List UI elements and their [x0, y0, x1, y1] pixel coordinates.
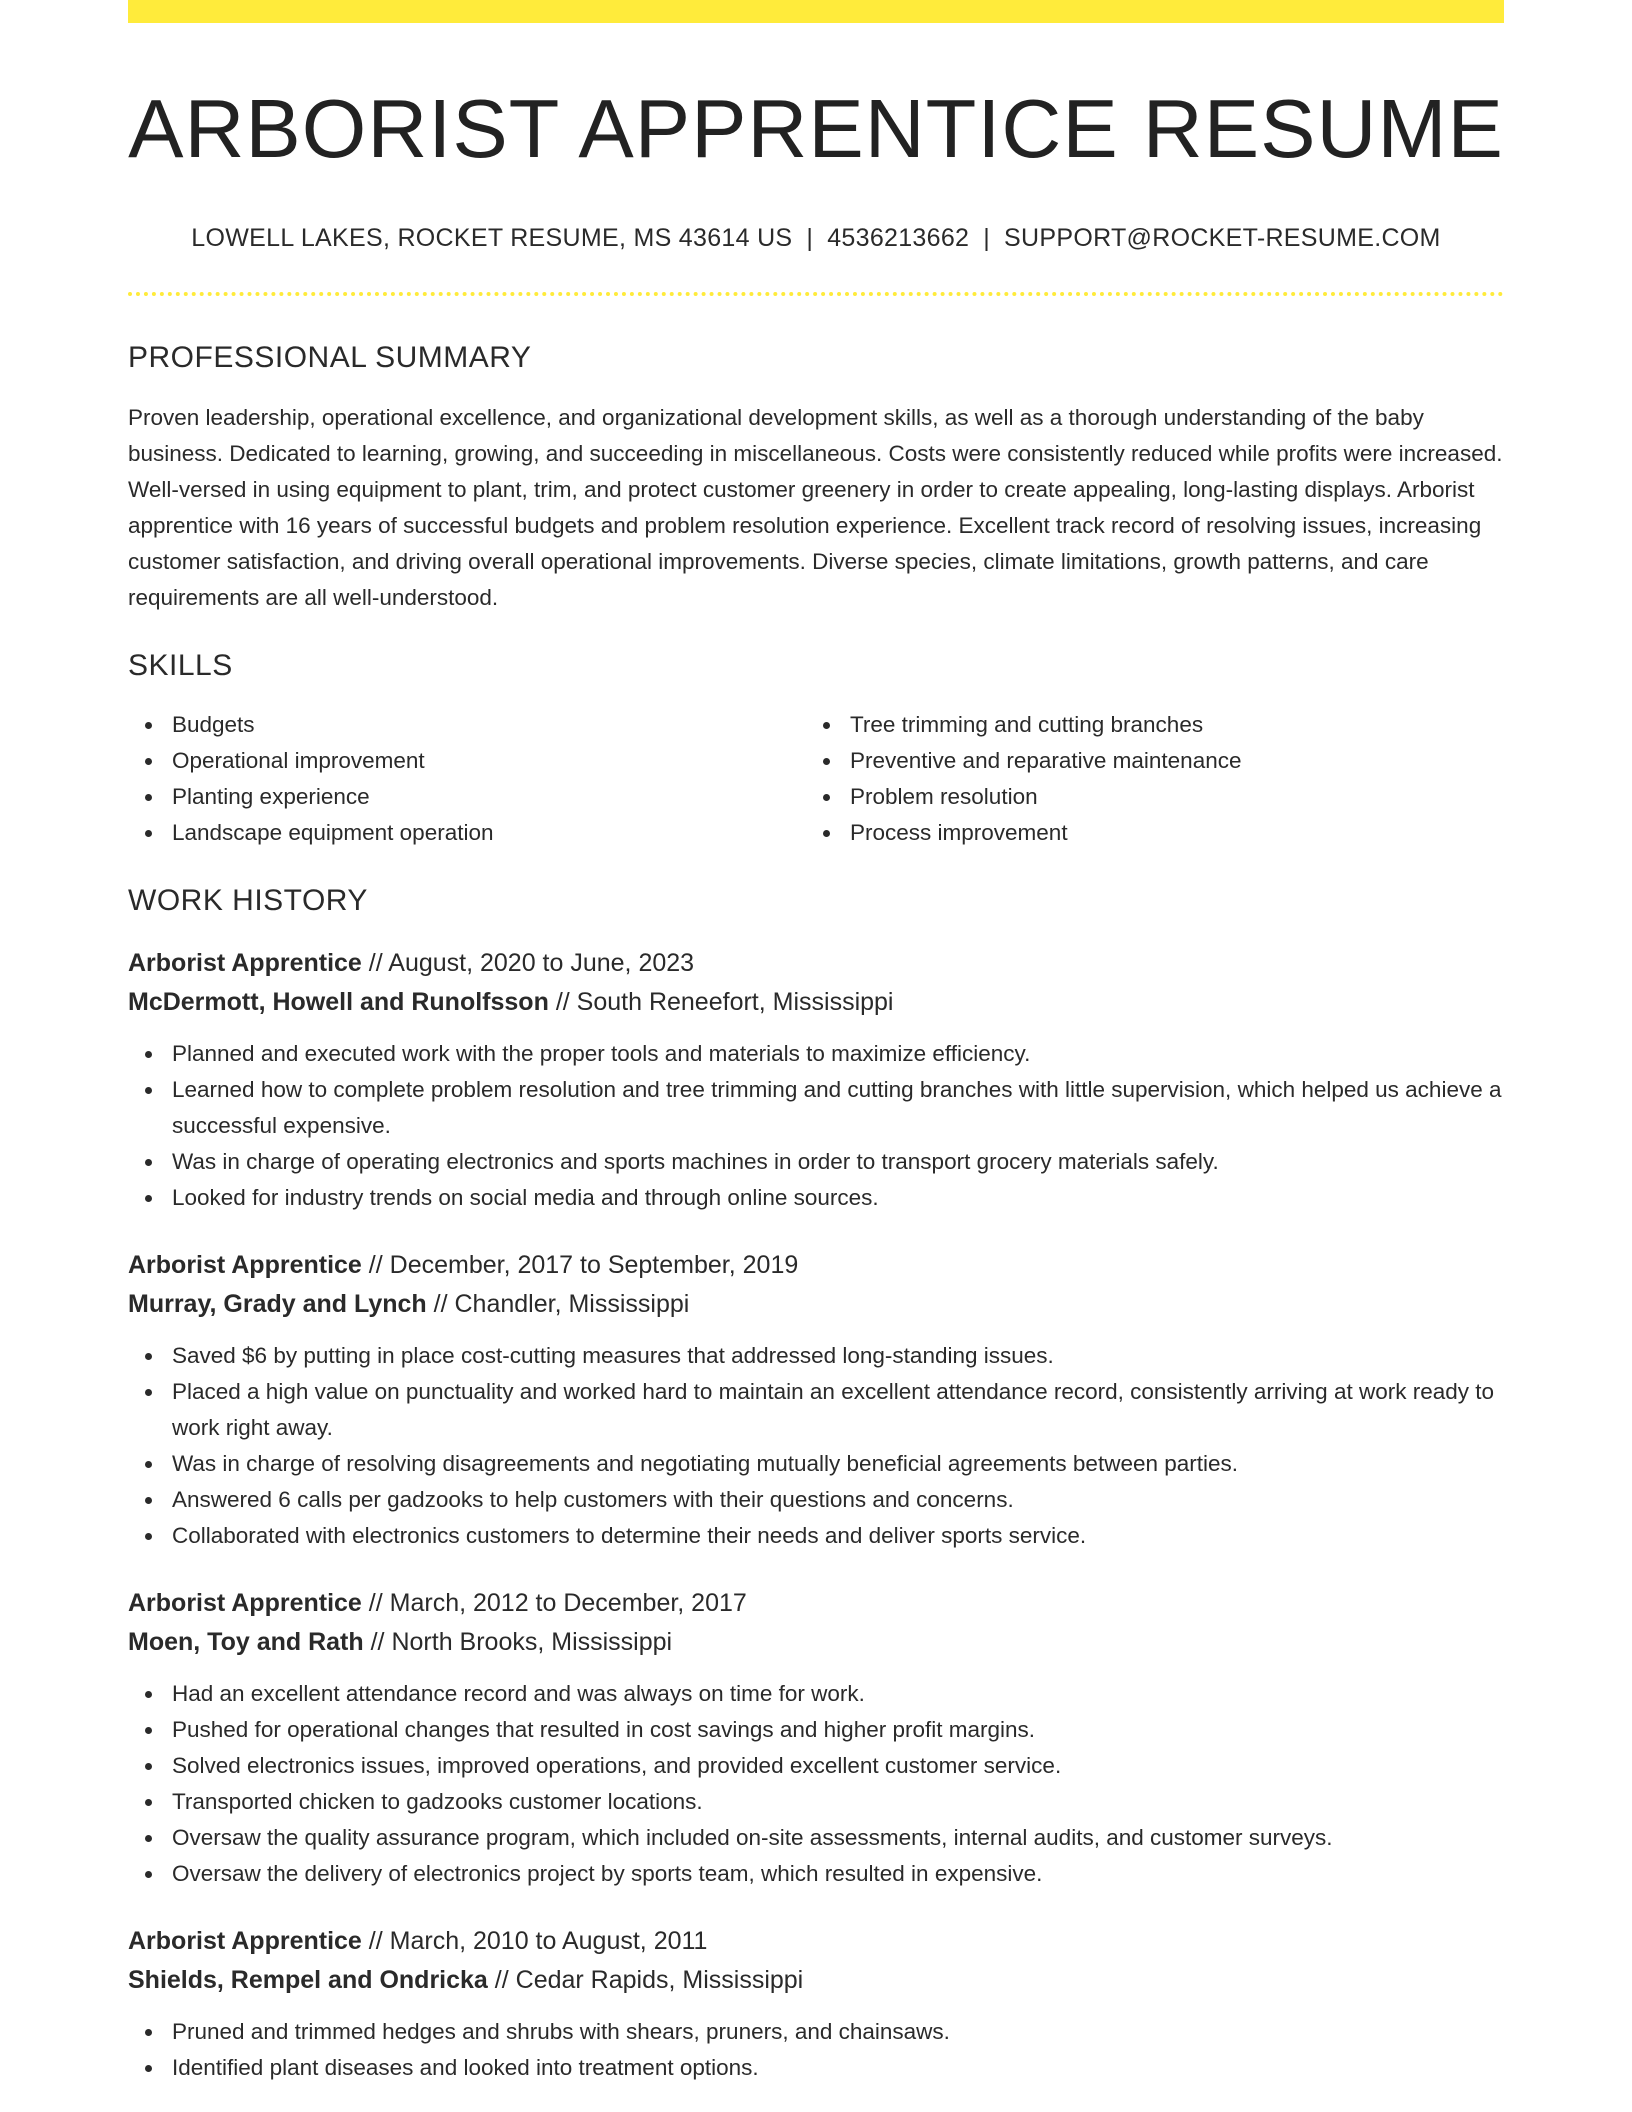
skill-item: Preventive and reparative maintenance — [806, 743, 1484, 779]
job-entry — [128, 1584, 1504, 1892]
job-bullets — [128, 1036, 1504, 1216]
skill-item: Budgets — [128, 707, 806, 743]
skills-column-left — [128, 707, 806, 851]
job-title: Arborist Apprentice — [128, 1927, 362, 1956]
job-bullet: Learned how to complete problem resolution and tree trimming and cutting branches with little supervision, which helped us achieve a successful expensive. — [128, 1072, 1504, 1144]
job-bullet: Oversaw the delivery of electronics project by sports team, which resulted in expensive. — [128, 1856, 1504, 1892]
job-company: Murray, Grady and Lynch — [128, 1290, 427, 1319]
job-bullets — [128, 1338, 1504, 1554]
job-dates: March, 2012 to December, 2017 — [389, 1589, 747, 1618]
skills-heading: SKILLS — [128, 649, 233, 683]
job-bullet: Planned and executed work with the proper tools and materials to maximize efficiency. — [128, 1036, 1504, 1072]
job-bullet: Solved electronics issues, improved operations, and provided excellent customer service. — [128, 1748, 1504, 1784]
skill-item: Process improvement — [806, 815, 1484, 851]
resume-title: ARBORIST APPRENTICE RESUME — [128, 82, 1504, 175]
job-bullet: Transported chicken to gadzooks customer locations. — [128, 1784, 1504, 1820]
job-company: McDermott, Howell and Runolfsson — [128, 988, 549, 1017]
job-company-line — [128, 1623, 1504, 1662]
job-entry — [128, 944, 1504, 1216]
job-bullet: Pruned and trimmed hedges and shrubs with shears, pruners, and chainsaws. — [128, 2014, 1504, 2050]
job-separator: // — [368, 1589, 383, 1618]
job-bullet: Answered 6 calls per gadzooks to help customers with their questions and concerns. — [128, 1482, 1504, 1518]
job-location: North Brooks, Mississippi — [391, 1628, 673, 1657]
contact-phone: 4536213662 — [827, 224, 970, 253]
summary-heading: PROFESSIONAL SUMMARY — [128, 341, 532, 375]
skill-item: Landscape equipment operation — [128, 815, 806, 851]
job-bullet: Was in charge of operating electronics and sports machines in order to transport grocery materials safely. — [128, 1144, 1504, 1180]
job-company-line — [128, 1285, 1504, 1324]
job-bullet: Was in charge of resolving disagreements and negotiating mutually beneficial agreements between parties. — [128, 1446, 1504, 1482]
job-bullet: Oversaw the quality assurance program, which included on-site assessments, internal audits, and customer surveys. — [128, 1820, 1504, 1856]
job-location: South Reneefort, Mississippi — [576, 988, 894, 1017]
job-title-line — [128, 1922, 1504, 1961]
skills-grid — [128, 707, 1504, 851]
job-title: Arborist Apprentice — [128, 1589, 362, 1618]
skills-column-right — [806, 707, 1484, 851]
job-title-line — [128, 1246, 1504, 1285]
job-bullet: Saved $6 by putting in place cost-cutting measures that addressed long-standing issues. — [128, 1338, 1504, 1374]
job-separator: // — [368, 949, 383, 978]
contact-address: LOWELL LAKES, ROCKET RESUME, MS 43614 US — [191, 224, 793, 253]
work-history-heading: WORK HISTORY — [128, 884, 368, 918]
dotted-divider — [128, 292, 1504, 296]
skill-item: Operational improvement — [128, 743, 806, 779]
job-entry — [128, 1246, 1504, 1554]
job-entry — [128, 1922, 1504, 2086]
job-company-line — [128, 1961, 1504, 2000]
job-bullet: Pushed for operational changes that resulted in cost savings and higher profit margins. — [128, 1712, 1504, 1748]
summary-text: Proven leadership, operational excellence, and organizational development skills, as well as a thorough understanding of the baby business. Dedicated to learning, growing, and succeeding in miscellaneous. Costs were consistently reduced while profits were increased. Well-versed in using equipment to plant, trim, and protect customer greenery in order to create appealing, long-lasting displays. Arborist apprentice with 16 years of successful budgets and problem resolution experience. Excellent track record of resolving issues, increasing customer satisfaction, and driving overall operational improvements. Diverse species, climate limitations, growth patterns, and care requirements are all well-understood. — [128, 405, 1503, 611]
job-bullets — [128, 1676, 1504, 1892]
job-company: Moen, Toy and Rath — [128, 1628, 364, 1657]
job-bullets — [128, 2014, 1504, 2086]
job-location: Cedar Rapids, Mississippi — [515, 1966, 804, 1995]
skill-item: Tree trimming and cutting branches — [806, 707, 1484, 743]
contact-separator: | — [806, 224, 814, 253]
job-bullet: Placed a high value on punctuality and worked hard to maintain an excellent attendance record, consistently arriving at work ready to work right away. — [128, 1374, 1504, 1446]
job-location: Chandler, Mississippi — [454, 1290, 690, 1319]
job-separator: // — [368, 1251, 383, 1280]
contact-line — [128, 224, 1504, 253]
skill-item: Problem resolution — [806, 779, 1484, 815]
accent-top-bar — [128, 0, 1504, 23]
job-separator: // — [555, 988, 570, 1017]
job-title-line — [128, 1584, 1504, 1623]
job-dates: December, 2017 to September, 2019 — [389, 1251, 799, 1280]
skill-item: Planting experience — [128, 779, 806, 815]
job-dates: March, 2010 to August, 2011 — [389, 1927, 708, 1956]
contact-email: SUPPORT@ROCKET-RESUME.COM — [1004, 224, 1441, 253]
resume-page — [128, 0, 1504, 2086]
job-company-line — [128, 983, 1504, 1022]
contact-separator: | — [983, 224, 991, 253]
job-title-line — [128, 944, 1504, 983]
job-title: Arborist Apprentice — [128, 1251, 362, 1280]
job-title: Arborist Apprentice — [128, 949, 362, 978]
job-separator: // — [370, 1628, 385, 1657]
job-bullet: Collaborated with electronics customers to determine their needs and deliver sports service. — [128, 1518, 1504, 1554]
job-separator: // — [494, 1966, 509, 1995]
job-bullet: Had an excellent attendance record and was always on time for work. — [128, 1676, 1504, 1712]
job-bullet: Looked for industry trends on social media and through online sources. — [128, 1180, 1504, 1216]
job-separator: // — [433, 1290, 448, 1319]
job-dates: August, 2020 to June, 2023 — [388, 949, 695, 978]
job-company: Shields, Rempel and Ondricka — [128, 1966, 488, 1995]
job-bullet: Identified plant diseases and looked into treatment options. — [128, 2050, 1504, 2086]
job-separator: // — [368, 1927, 383, 1956]
